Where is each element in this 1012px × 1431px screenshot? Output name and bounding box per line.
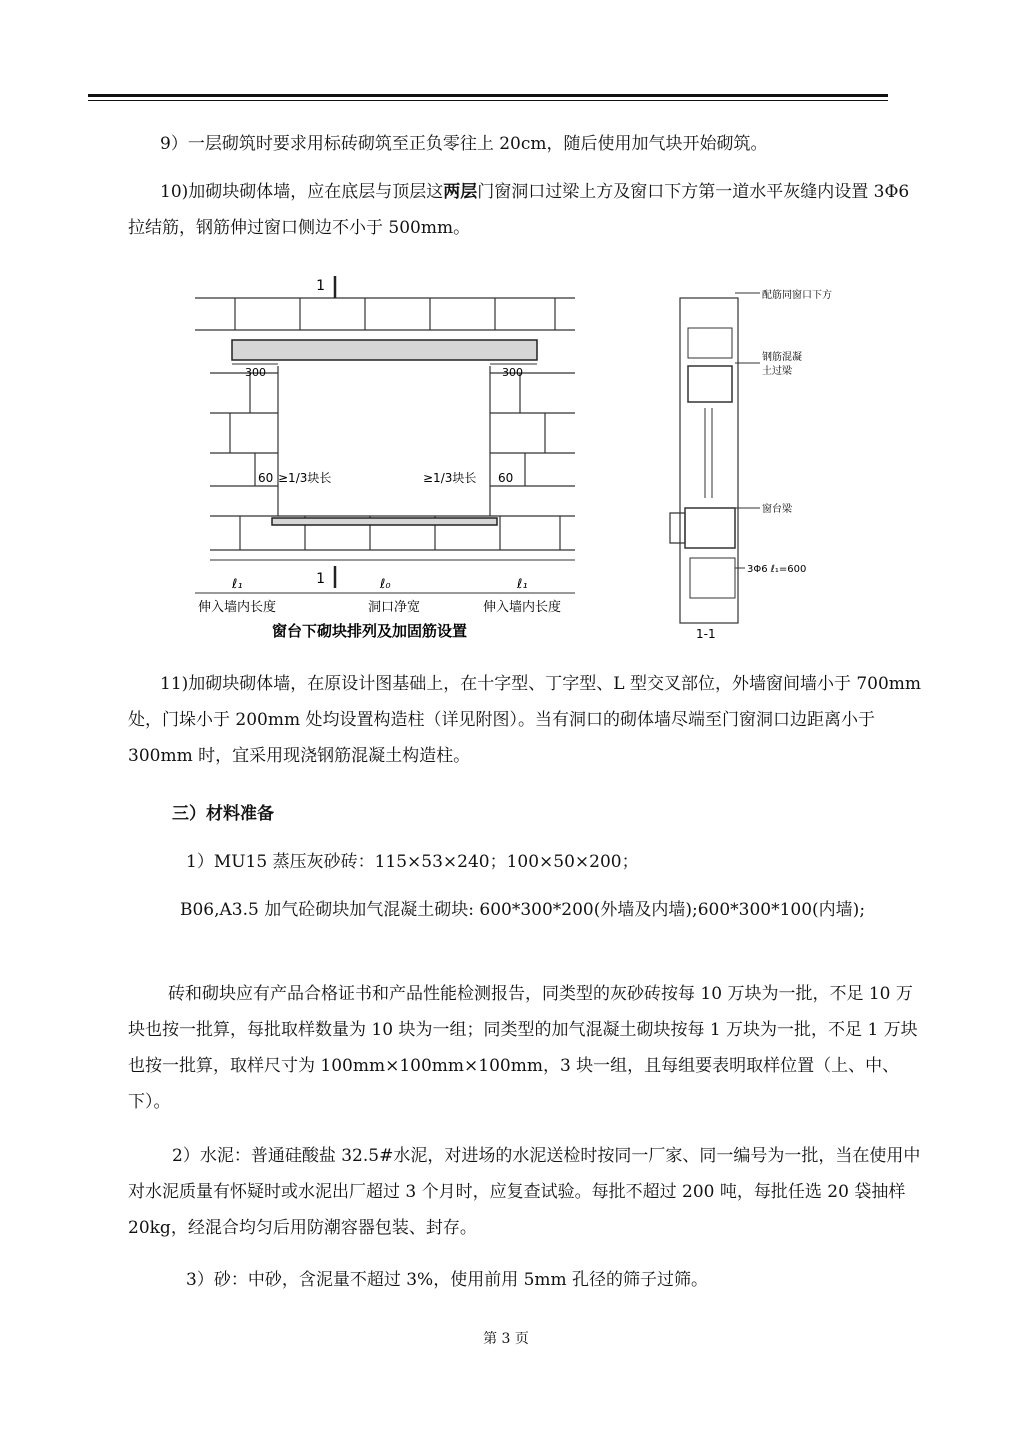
section-mark-top: 1 xyxy=(316,278,325,294)
anchor-length-left: ℓ₁ xyxy=(232,577,243,592)
lintel-beam xyxy=(232,340,537,360)
material-2-cement: 2）水泥：普通硅酸盐 32.5#水泥，对进场的水泥送检时按同一厂家、同一编号为一批，当在使用中对水泥质量有怀疑时或水泥出厂超过 3 个月时，应复查试验。每批不超过 200 吨，每批任选 20 袋抽样 20kg，经混合均匀后用防潮容器包装、封存。 xyxy=(128,1146,921,1238)
material-1: 1）MU15 蒸压灰砂砖：115×53×240；100×50×200； xyxy=(186,852,639,872)
brick-wall-elevation xyxy=(195,298,575,550)
note-rebar: 3Φ6 ℓ₁=600 xyxy=(747,564,807,575)
page-number: 第 3 页 xyxy=(483,1331,529,1347)
note-concrete-lintel-1: 钢筋混凝 xyxy=(762,352,802,363)
paragraph-10 xyxy=(128,174,928,246)
paragraph-10-emphasis: 两层 xyxy=(443,182,478,202)
figure-caption-left: 窗台下砌块排列及加固筋设置 xyxy=(272,622,468,640)
paragraph-11: 11)加砌块砌体墙，在原设计图基础上，在十字型、丁字型、L 型交叉部位，外墙窗间墙小于 700mm 处，门垛小于 200mm 处均设置构造柱（详见附图）。当有洞口的砌体墙尽端至门窗洞口边距离小于 300mm 时，宜采用现浇钢筋混凝土构造柱。 xyxy=(128,674,922,766)
material-1-requirements: 砖和砌块应有产品合格证书和产品性能检测报告，同类型的灰砂砖按每 10 万块为一批，不足 10 万块也按一批算，每批取样数量为 10 块为一组；同类型的加气混凝土砌块按每 1 万块为一批，不足 1 万块也按一批算，取样尺寸为 100mm×100mm×100mm，3 块一组，且每组要表明取样位置（上、中、下）。 xyxy=(128,984,918,1112)
lintel-figure xyxy=(180,268,870,653)
figure-caption-right: 1-1 xyxy=(696,627,716,641)
dim-60-right: 60 xyxy=(498,471,514,485)
paragraph-10-end: 门窗洞口过梁上方及窗口下方第一道水平灰缝内设置 3Φ6 拉结筋，钢筋伸过窗口侧边不小于 500mm。 xyxy=(128,182,910,238)
note-sill-beam: 窗台梁 xyxy=(762,504,792,515)
min-third-right: ≥1/3块长 xyxy=(423,471,477,485)
section-mark-bottom: 1 xyxy=(316,571,325,587)
anchor-length-right: ℓ₁ xyxy=(517,577,528,592)
material-1-block: B06,A3.5 加气砼砌块加气混凝土砌块: 600*300*200(外墙及内墙);600*300*100(内墙); xyxy=(180,900,866,920)
material-3-sand: 3）砂：中砂，含泥量不超过 3%，使用前用 5mm 孔径的筛子过筛。 xyxy=(186,1270,709,1290)
header-rule-thick xyxy=(88,94,888,97)
label-anchor-right: 伸入墙内长度 xyxy=(483,600,562,615)
opening-width-symbol: ℓ₀ xyxy=(380,577,391,592)
paragraph-9: 9）一层砌筑时要求用标砖砌筑至正负零往上 20cm，随后使用加气块开始砌筑。 xyxy=(160,134,768,154)
dim-300-left: 300 xyxy=(245,366,266,379)
label-opening-width: 洞口净宽 xyxy=(368,600,421,615)
min-third-left: ≥1/3块长 xyxy=(278,471,332,485)
header-rule-thin xyxy=(88,100,888,101)
dim-300-right: 300 xyxy=(502,366,523,379)
note-concrete-lintel-2: 土过梁 xyxy=(762,366,792,377)
sill-beam xyxy=(272,518,497,525)
paragraph-10-start: 10)加砌块砌体墙，应在底层与顶层这 xyxy=(160,182,444,202)
dim-60-left: 60 xyxy=(258,471,274,485)
note-reinforcement: 配筋同窗口下方 xyxy=(762,290,832,301)
label-anchor-left: 伸入墙内长度 xyxy=(198,600,277,615)
section-heading-materials: 三）材料准备 xyxy=(172,804,274,824)
